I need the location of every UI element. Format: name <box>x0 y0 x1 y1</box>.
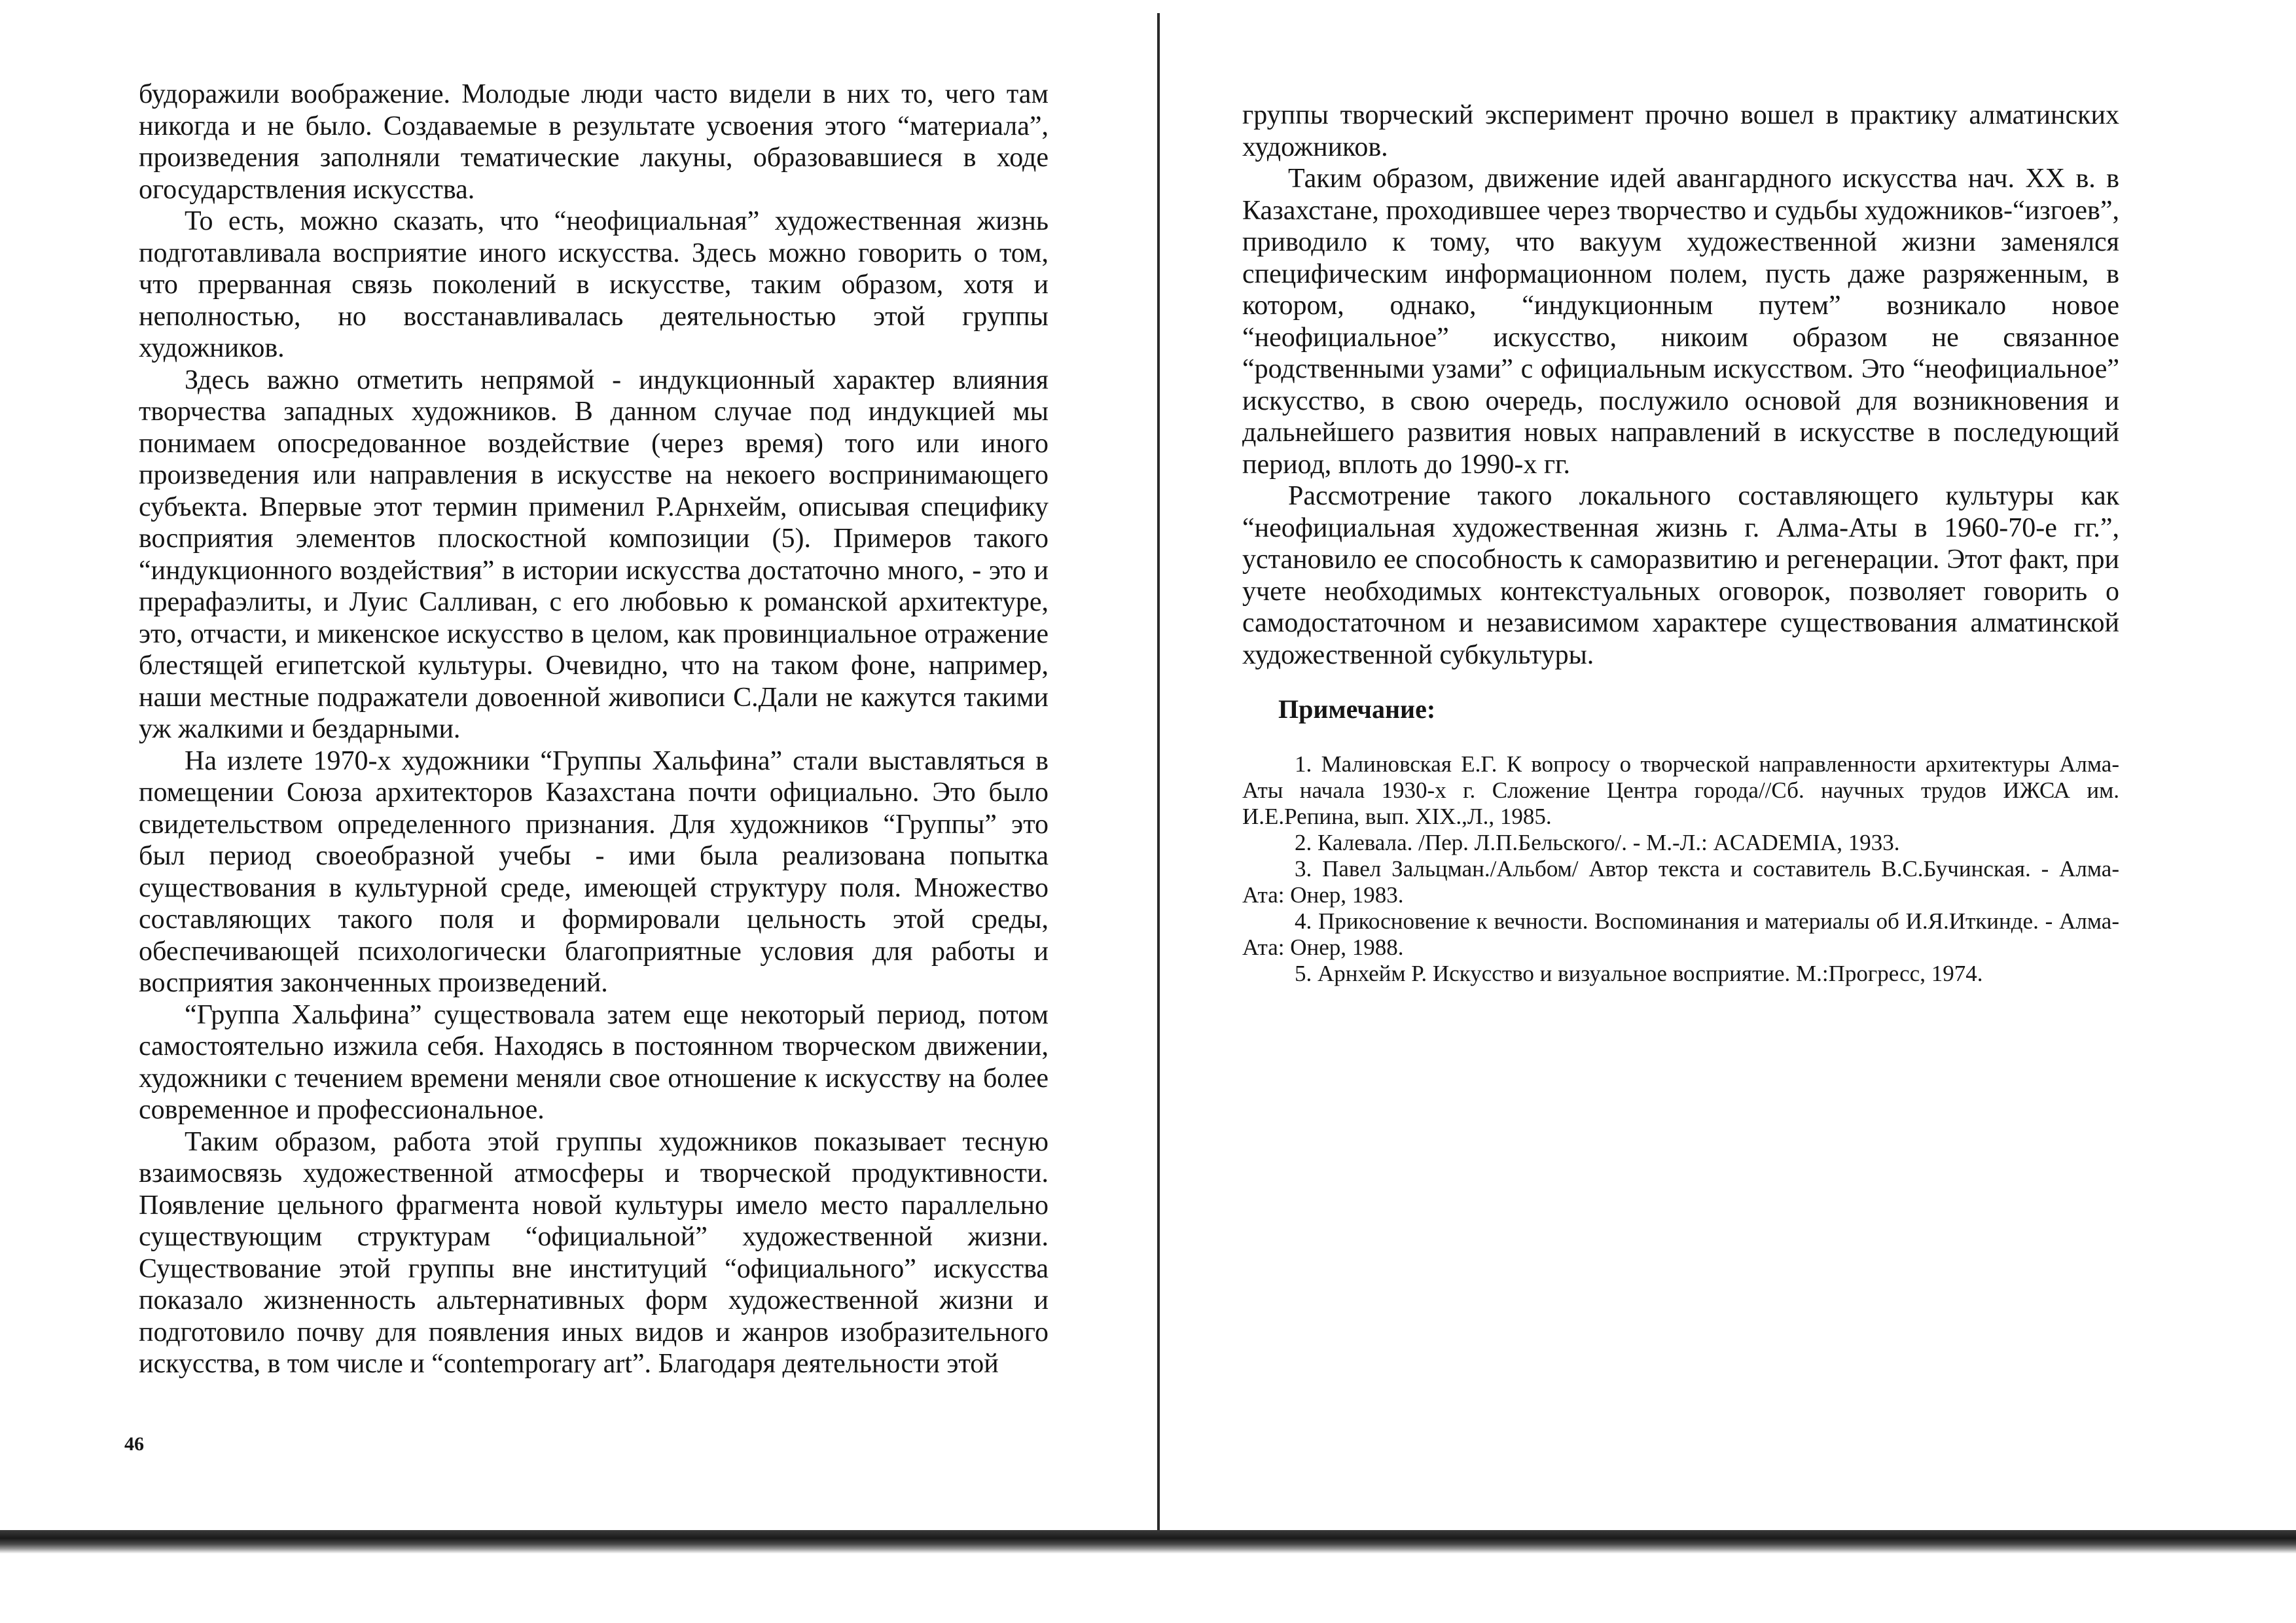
right-paragraph-3: Рассмотрение такого локального составляющего культуры как “неофициальная художественная жизнь г. Алма-Аты в 1960-70-е гг.”, установило ее способность к саморазвитию и регенерации. Этот факт, при учете необходимых контекстуальных оговорок, позволяет говорить о самодостаточном и независимом характере существования алматинской художественной субкультуры. <box>1242 481 2119 670</box>
scan-bottom-edge <box>0 1530 2296 1554</box>
right-page <box>1157 0 2296 1623</box>
note-item: 4. Прикосновение к вечности. Воспоминания и материалы об И.Я.Иткинде. - Алма-Ата: Онер, 1988. <box>1242 908 2119 960</box>
right-page-text <box>1242 99 2119 671</box>
notes-title: Примечание: <box>1278 694 1436 724</box>
note-item: 2. Калевала. /Пер. Л.П.Бельского/. - М.-Л.: ACADEMIA, 1933. <box>1295 830 1900 855</box>
left-paragraph-6: Таким образом, работа этой группы художников показывает тесную взаимосвязь художественной атмосферы и творческой продуктивности. Появление цельного фрагмента новой культуры имело место параллельно существующим структурам “официальной” художественной жизни. Существование этой группы вне институций “официального” искусства показало жизненность альтернативных форм художественной жизни и подготовило почву для появления иных видов и жанров изобразительного искусства, в том числе и “contemporary art”. Благодаря деятельности этой <box>139 1126 1049 1379</box>
left-paragraph-2: То есть, можно сказать, что “неофициальная” художественная жизнь подготавливала восприятие иного искусства. Здесь можно говорить о том, что прерванная связь поколений в искусстве, таким образом, хотя и неполностью, но восстанавливалась деятельностью этой группы художников. <box>139 206 1049 363</box>
left-paragraph-1: будоражили воображение. Молодые люди часто видели в них то, чего там никогда и не было. Создаваемые в результате усвоения этого “материала”, произведения заполняли тематические лакуны, образовавшиеся в ходе огосударствления искусства. <box>139 79 1049 205</box>
right-paragraph-2: Таким образом, движение идей авангардного искусства нач. XX в. в Казахстане, проходившее через творчество и судьбы художников-“изгоев”, приводило к тому, что вакуум художественной жизни заменялся специфическим информационном полем, пусть даже разряженным, в котором, однако, “индукционным путем” возникало новое “неофициальное” искусство, никоим образом не связанное “родственными узами” с официальным искусством. Это “неофициальное” искусство, в свою очередь, послужило основой для возникновения и дальнейшего развития новых направлений в искусстве в последующий период, вплоть до 1990-х гг. <box>1242 164 2119 480</box>
note-item: 3. Павел Зальцман./Альбом/ Автор текста и составитель В.С.Бучинская. - Алма-Ата: Онер, 1983. <box>1242 856 2119 908</box>
right-paragraph-1: группы творческий эксперимент прочно вошел в практику алматинских художников. <box>1242 100 2119 162</box>
notes-list <box>1242 751 2119 987</box>
left-paragraph-4: На излете 1970-х художники “Группы Хальфина” стали выставляться в помещении Союза архитекторов Казахстана почти официально. Это было свидетельством определенного признания. Для художников “Группы” это был период своеобразной учебы - ими была реализована попытка существования в культурной среде, имеющей структуру поля. Множество составляющих такого поля и формировали цельность этой среды, обеспечивающей психологически благоприятные условия для работы и восприятия законченных произведений. <box>139 745 1049 998</box>
page-number: 46 <box>124 1433 144 1455</box>
left-page-text <box>139 79 1049 1380</box>
note-item: 1. Малиновская Е.Г. К вопросу о творческой направленности архитектуры Алма-Аты начала 1930-х г. Сложение Центра города//Сб. научных трудов ИЖСА им. И.Е.Репина, вып. XIX.,Л., 1985. <box>1242 751 2119 829</box>
note-item: 5. Арнхейм Р. Искусство и визуальное восприятие. М.:Прогресс, 1974. <box>1295 961 1983 986</box>
left-paragraph-3: Здесь важно отметить непрямой - индукционный характер влияния творчества западных художников. В данном случае под индукцией мы понимаем опосредованное воздействие (через время) того или иного произведения или направления в искусстве на некоего воспринимающего субъекта. Впервые этот термин применил Р.Арнхейм, описывая специфику восприятия элементов плоскостной композиции (5). Примеров такого “индукционного воздействия” в истории искусства достаточно много, - это и прерафаэлиты, и Луис Салливан, с его любовью к романской архитектуре, это, отчасти, и микенское искусство в целом, как провинциальное отражение блестящей египетской культуры. Очевидно, что на таком фоне, например, наши местные подражатели довоенной живописи С.Дали не кажутся такими уж жалкими и бездарными. <box>139 365 1049 744</box>
left-paragraph-5: “Группа Хальфина” существовала затем еще некоторый период, потом самостоятельно изжила себя. Находясь в постоянном творческом движении, художники с течением времени меняли свое отношение к искусству на более современное и профессиональное. <box>139 999 1049 1125</box>
